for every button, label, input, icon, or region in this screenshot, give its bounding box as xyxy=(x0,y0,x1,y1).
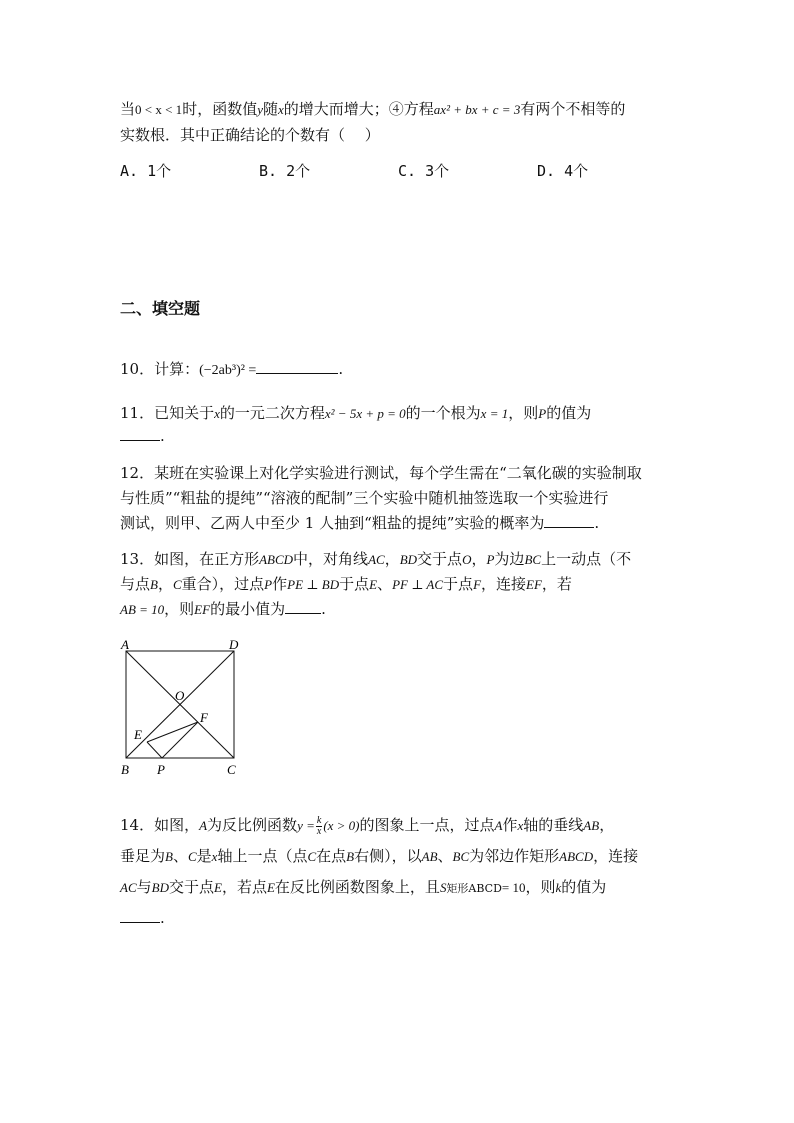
option-d: D. 4个 xyxy=(537,162,589,180)
q14-line-3: AC与BD交于点E，若点E在反比例函数图象上，且S矩形ABCD= 10，则k的值为 xyxy=(120,878,607,896)
label-e: E xyxy=(134,727,142,742)
q11-line-2: . xyxy=(120,426,165,445)
label-a: A xyxy=(121,637,129,652)
fraction-k-over-x: $\frac{k}{x}$ xyxy=(316,814,322,837)
segment-ef xyxy=(147,722,198,742)
option-b: B. 2个 xyxy=(259,162,311,180)
segment-pf xyxy=(162,722,198,758)
section-title: 二、填空题 xyxy=(120,299,201,318)
label-c: C xyxy=(227,762,236,777)
q14-line-4: . xyxy=(120,908,165,927)
q11-answer-blank xyxy=(120,426,160,441)
q10-answer-blank xyxy=(256,359,338,374)
q12-line-1: 12．某班在实验课上对化学实验进行测试，每个学生需在“二氧化碳的实验制取 xyxy=(120,464,642,482)
q14-line-1: 14．如图，A为反比例函数y = $\frac{k}{x}$ (x > 0)的图象上一点，过点A作x轴的垂线AB， xyxy=(120,814,615,837)
q9-line-2: 实数根．其中正确结论的个数有（ ） xyxy=(120,126,380,144)
square-figure xyxy=(115,636,250,781)
label-o: O xyxy=(175,688,185,703)
label-f: F xyxy=(200,710,208,725)
label-p: P xyxy=(157,762,165,777)
q14-answer-blank xyxy=(120,908,160,923)
q13-line-2: 与点B，C重合），过点P作PE ⊥ BD于点E、PF ⊥ AC于点F，连接EF，若 xyxy=(120,575,572,593)
q10: 10．计算：(−2ab³)² = . xyxy=(120,360,344,378)
q12-answer-blank xyxy=(544,513,594,528)
q11-line-1: 11．已知关于x的一元二次方程x² − 5x + p = 0的一个根为x = 1，则P的值为 xyxy=(120,404,592,422)
option-a: A. 1个 xyxy=(120,162,172,180)
q13-answer-blank xyxy=(285,599,321,614)
segment-pe xyxy=(147,742,162,758)
option-c: C. 3个 xyxy=(398,162,450,180)
q14-line-2: 垂足为B、C是x轴上一点（点C在点B右侧），以AB、BC为邻边作矩形ABCD，连接 xyxy=(120,847,639,865)
label-d: D xyxy=(229,637,239,652)
label-b: B xyxy=(121,762,129,777)
q12-line-2: 与性质”“粗盐的提纯”“溶液的配制”三个实验中随机抽签选取一个实验进行 xyxy=(120,489,609,507)
q9-line-1: 当0 < x < 1时，函数值y随x的增大而增大；④方程ax² + bx + c = 3有两个不相等的 xyxy=(120,100,626,118)
q13-line-3: AB = 10，则EF的最小值为 . xyxy=(120,600,326,618)
q12-line-3: 测试，则甲、乙两人中至少 1 人抽到“粗盐的提纯”实验的概率为 . xyxy=(120,514,600,532)
q13-line-1: 13．如图，在正方形ABCD中，对角线AC，BD交于点O，P为边BC上一动点（不 xyxy=(120,550,632,568)
